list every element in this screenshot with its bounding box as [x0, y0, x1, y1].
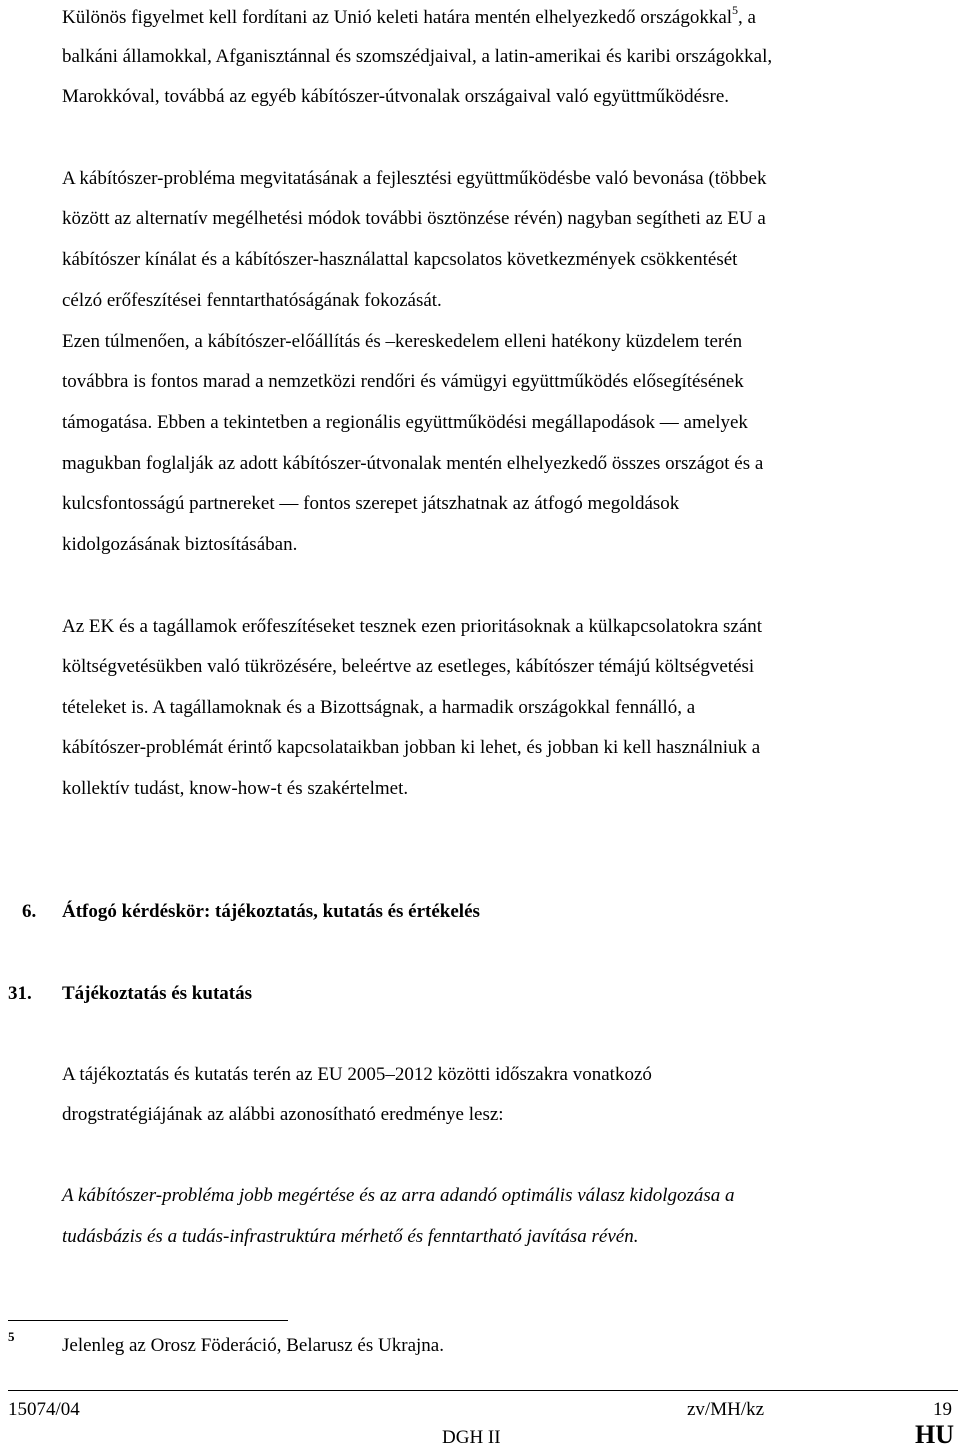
paragraph-3-line-5: kulcsfontosságú partnereket ― fontos szerepet játszhatnak az átfogó megoldások: [62, 493, 680, 514]
paragraph-1-line-1: [62, 2, 756, 29]
paragraph-4-line-3: tételeket is. A tagállamoknak és a Bizottságnak, a harmadik országokkal fennálló, a: [62, 697, 696, 718]
paragraph-2-line-3: kábítószer kínálat és a kábítószer-használattal kapcsolatos következmények csökkentését: [62, 249, 738, 270]
section-31-title: Tájékoztatás és kutatás: [62, 983, 252, 1004]
paragraph-6-line-2: tudásbázis és a tudás-infrastruktúra mérhető és fenntartható javítása révén.: [62, 1226, 639, 1247]
paragraph-6-line-1: A kábítószer-probléma jobb megértése és az arra adandó optimális válasz kidolgozása a: [62, 1185, 735, 1206]
footnote-divider: [8, 1320, 288, 1321]
footer-department: DGH II: [442, 1427, 501, 1448]
footer-doc-number: 15074/04: [8, 1399, 80, 1420]
footer-language: HU: [915, 1420, 954, 1449]
paragraph-5-line-1: A tájékoztatás és kutatás terén az EU 2005–2012 közötti időszakra vonatkozó: [62, 1064, 652, 1085]
paragraph-3-line-3: támogatása. Ebben a tekintetben a regionális együttműködési megállapodások ― amelyek: [62, 412, 748, 433]
footnote-marker: 5: [8, 1329, 15, 1344]
paragraph-1-text-end: , a: [738, 7, 756, 28]
footnote-reference[interactable]: 5: [732, 2, 739, 17]
paragraph-3-line-4: magukban foglalják az adott kábítószer-útvonalak mentén elhelyezkedő összes országot és a: [62, 453, 764, 474]
footer-page-number: 19: [933, 1399, 952, 1420]
paragraph-1-text-start: Különös figyelmet kell fordítani az Unió keleti határa mentén elhelyezkedő országokkal: [62, 7, 733, 28]
section-31-number: 31.: [8, 983, 32, 1004]
paragraph-4-line-4: kábítószer-problémát érintő kapcsolataikban jobban ki lehet, és jobban ki kell használniuk a: [62, 737, 761, 758]
section-6-number: 6.: [22, 901, 37, 922]
paragraph-4-line-1: Az EK és a tagállamok erőfeszítéseket tesznek ezen prioritásoknak a külkapcsolatokra szánt: [62, 616, 763, 637]
paragraph-4-line-5: kollektív tudást, know-how-t és szakértelmet.: [62, 778, 409, 799]
paragraph-2-line-2: között az alternatív megélhetési módok további ösztönzése révén) nagyban segítheti az EU a: [62, 208, 766, 229]
footer-rule: [8, 1390, 958, 1391]
paragraph-3-line-1: Ezen túlmenően, a kábítószer-előállítás és –kereskedelem elleni hatékony küzdelem terén: [62, 331, 743, 352]
footer-initials: zv/MH/kz: [687, 1399, 765, 1420]
paragraph-4-line-2: költségvetésükben való tükrözésére, beleértve az esetleges, kábítószer témájú költségvetési: [62, 656, 755, 677]
paragraph-5-line-2: drogstratégiájának az alábbi azonosítható eredménye lesz:: [62, 1104, 504, 1125]
paragraph-2-line-4: célzó erőfeszítései fenntarthatóságának fokozását.: [62, 290, 442, 311]
paragraph-1-line-3: Marokkóval, továbbá az egyéb kábítószer-útvonalak országaival való együttműködésre.: [62, 86, 730, 107]
paragraph-3-line-6: kidolgozásának biztosításában.: [62, 534, 298, 555]
footnote-text: Jelenleg az Orosz Föderáció, Belarusz és Ukrajna.: [62, 1335, 444, 1356]
paragraph-2-line-1: A kábítószer-probléma megvitatásának a fejlesztési együttműködésbe való bevonása (többek: [62, 168, 767, 189]
section-6-title: Átfogó kérdéskör: tájékoztatás, kutatás és értékelés: [62, 901, 480, 922]
paragraph-3-line-2: továbbra is fontos marad a nemzetközi rendőri és vámügyi együttműködés elősegítésének: [62, 371, 744, 392]
paragraph-1-line-2: balkáni államokkal, Afganisztánnal és szomszédjaival, a latin-amerikai és karibi országokkal,: [62, 46, 773, 67]
